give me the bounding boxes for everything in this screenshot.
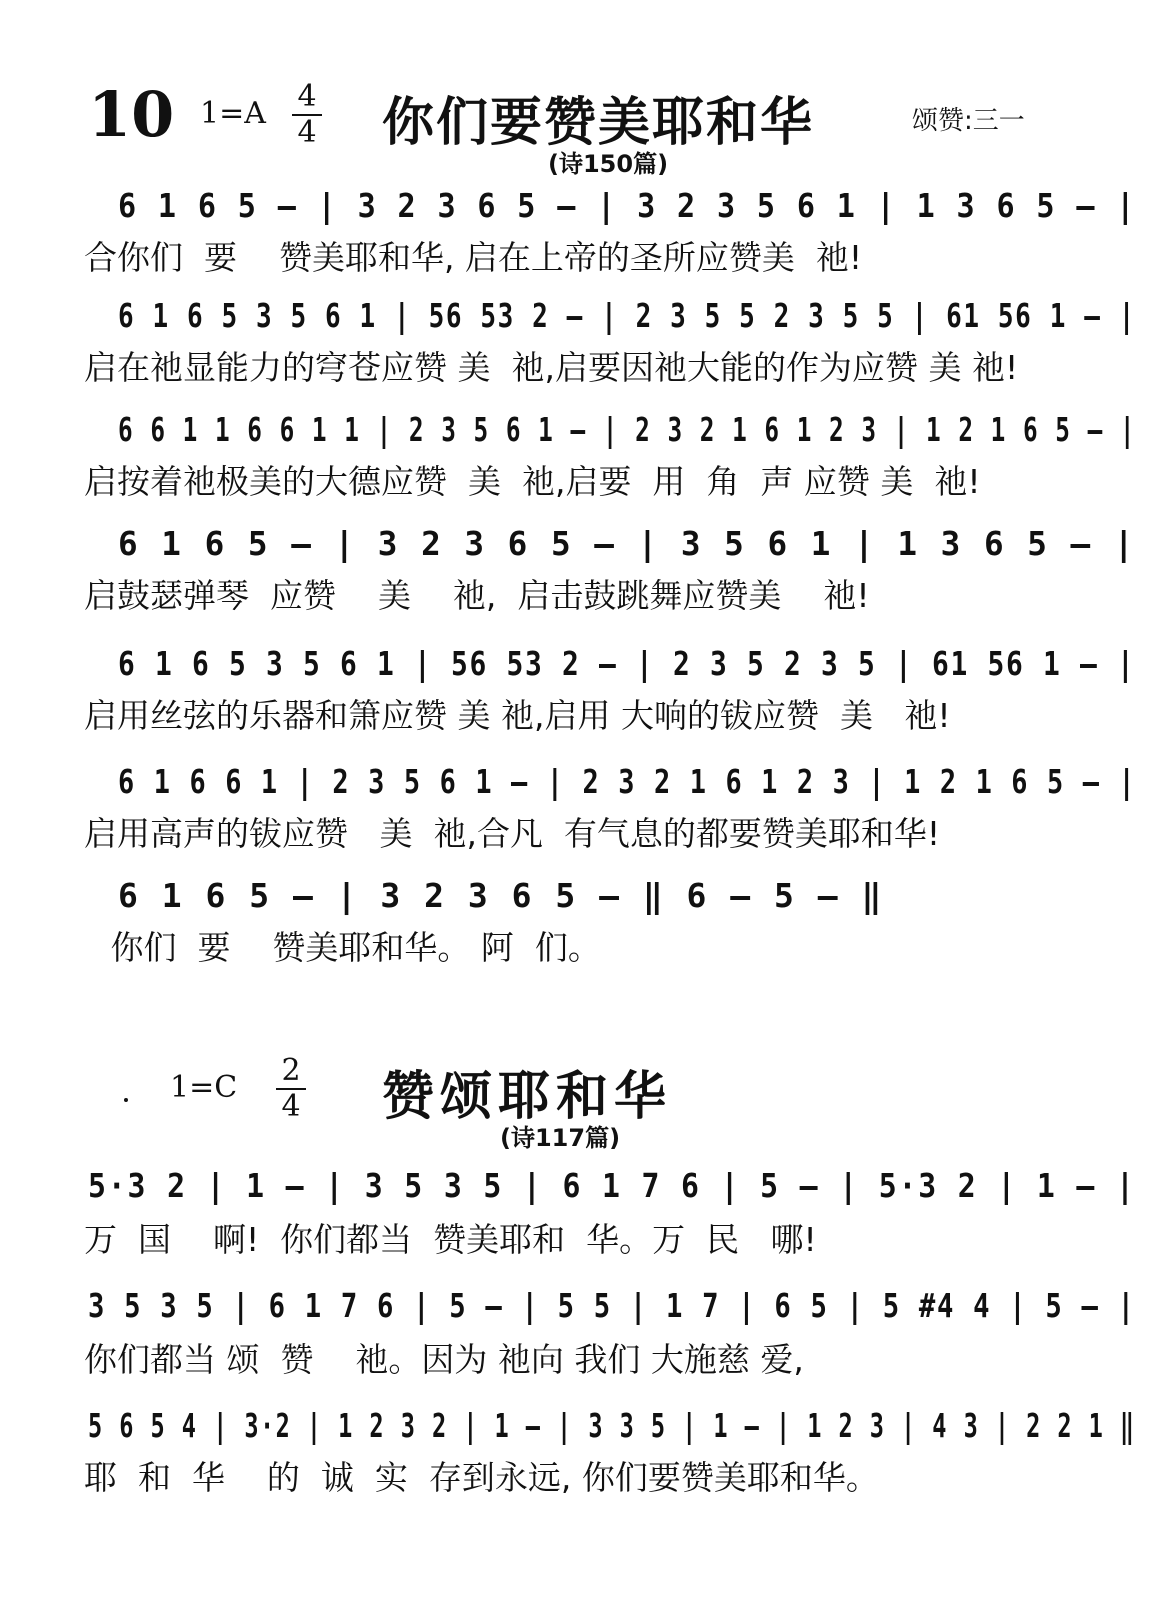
notation-line-5: 6 1 6 5 3 5 6 1 | 56 53 2 – | 2 3 5 2 3 5 | 61 56 1 – | — [118, 644, 1136, 683]
lyrics-line-9: 你们都当 颂 赞 祂。因为 祂向 我们 大施慈 爱, — [84, 1340, 804, 1379]
time-signature-bottom: 4 — [297, 115, 317, 150]
notation-line-10: 5 6 5 4 | 3·2 | 1 2 3 2 | 1 – | 3 3 5 | 1 – | 1 2 3 | 4 3 | 2 2 1 ‖ — [88, 1406, 1136, 1445]
lyrics-line-1: 合你们 要 赞美耶和华, 启在上帝的圣所应赞美 祂! — [84, 238, 863, 277]
time-signature-2-bottom: 4 — [281, 1089, 301, 1124]
lyrics-line-7: 你们 要 赞美耶和华。 阿 们。 — [100, 928, 601, 967]
lyrics-line-3: 启按着祂极美的大德应赞 美 祂,启要 用 角 声 应赞 美 祂! — [84, 462, 981, 501]
notation-line-6: 6 1 6 6 1 | 2 3 5 6 1 – | 2 3 2 1 6 1 2 3 | 1 2 1 6 5 – | — [118, 762, 1137, 801]
stray-dot — [124, 1098, 128, 1102]
lyrics-line-5: 启用丝弦的乐器和箫应赞 美 祂,启用 大响的钹应赞 美 祂! — [84, 696, 951, 735]
time-signature-2 — [276, 1053, 306, 1124]
scripture-source-2: (诗117篇) — [500, 1124, 621, 1152]
lyrics-line-10: 耶 和 华 的 诚 实 存到永远, 你们要赞美耶和华。 — [84, 1458, 879, 1497]
key-signature-2: 1=C — [170, 1070, 238, 1105]
notation-line-1: 6 1 6 5 – | 3 2 3 6 5 – | 3 2 3 5 6 1 | 1 3 6 5 – | — [118, 186, 1137, 225]
song-credit: 颂赞:三一 — [912, 106, 1025, 136]
lyrics-line-8: 万 国 啊! 你们都当 赞美耶和 华。万 民 哪! — [84, 1220, 817, 1259]
time-signature-2-top: 2 — [281, 1053, 301, 1088]
notation-line-3: 6 6 1 1 6 6 1 1 | 2 3 5 6 1 – | 2 3 2 1 6 1 2 3 | 1 2 1 6 5 – | — [118, 410, 1137, 449]
time-signature — [292, 79, 322, 150]
song-title: 你们要赞美耶和华 — [382, 93, 815, 153]
key-signature: 1=A — [200, 96, 266, 131]
time-signature-top: 4 — [297, 79, 317, 114]
lyrics-line-2: 启在祂显能力的穹苍应赞 美 祂,启要因祂大能的作为应赞 美 祂! — [84, 348, 1019, 387]
song-title-2: 赞颂耶和华 — [382, 1067, 673, 1127]
notation-line-4: 6 1 6 5 – | 3 2 3 6 5 – | 3 5 6 1 | 1 3 6 5 – | — [118, 524, 1136, 563]
notation-line-7: 6 1 6 5 – | 3 2 3 6 5 – ‖ 6 – 5 – ‖ — [118, 876, 884, 915]
lyrics-line-6: 启用高声的钹应赞 美 祂,合凡 有气息的都要赞美耶和华! — [84, 814, 941, 853]
notation-line-9: 3 5 3 5 | 6 1 7 6 | 5 – | 5 5 | 1 7 | 6 5 | 5 #4 4 | 5 – | — [88, 1286, 1136, 1325]
scripture-source: (诗150篇) — [548, 150, 669, 178]
hymn-number: 10 — [88, 78, 175, 151]
notation-line-8: 5·3 2 | 1 – | 3 5 3 5 | 6 1 7 6 | 5 – | 5·3 2 | 1 – | — [88, 1166, 1136, 1205]
lyrics-line-4: 启鼓瑟弹琴 应赞 美 祂, 启击鼓跳舞应赞美 祂! — [84, 576, 870, 615]
notation-line-2: 6 1 6 5 3 5 6 1 | 56 53 2 – | 2 3 5 5 2 3 5 5 | 61 56 1 – | — [118, 296, 1136, 335]
